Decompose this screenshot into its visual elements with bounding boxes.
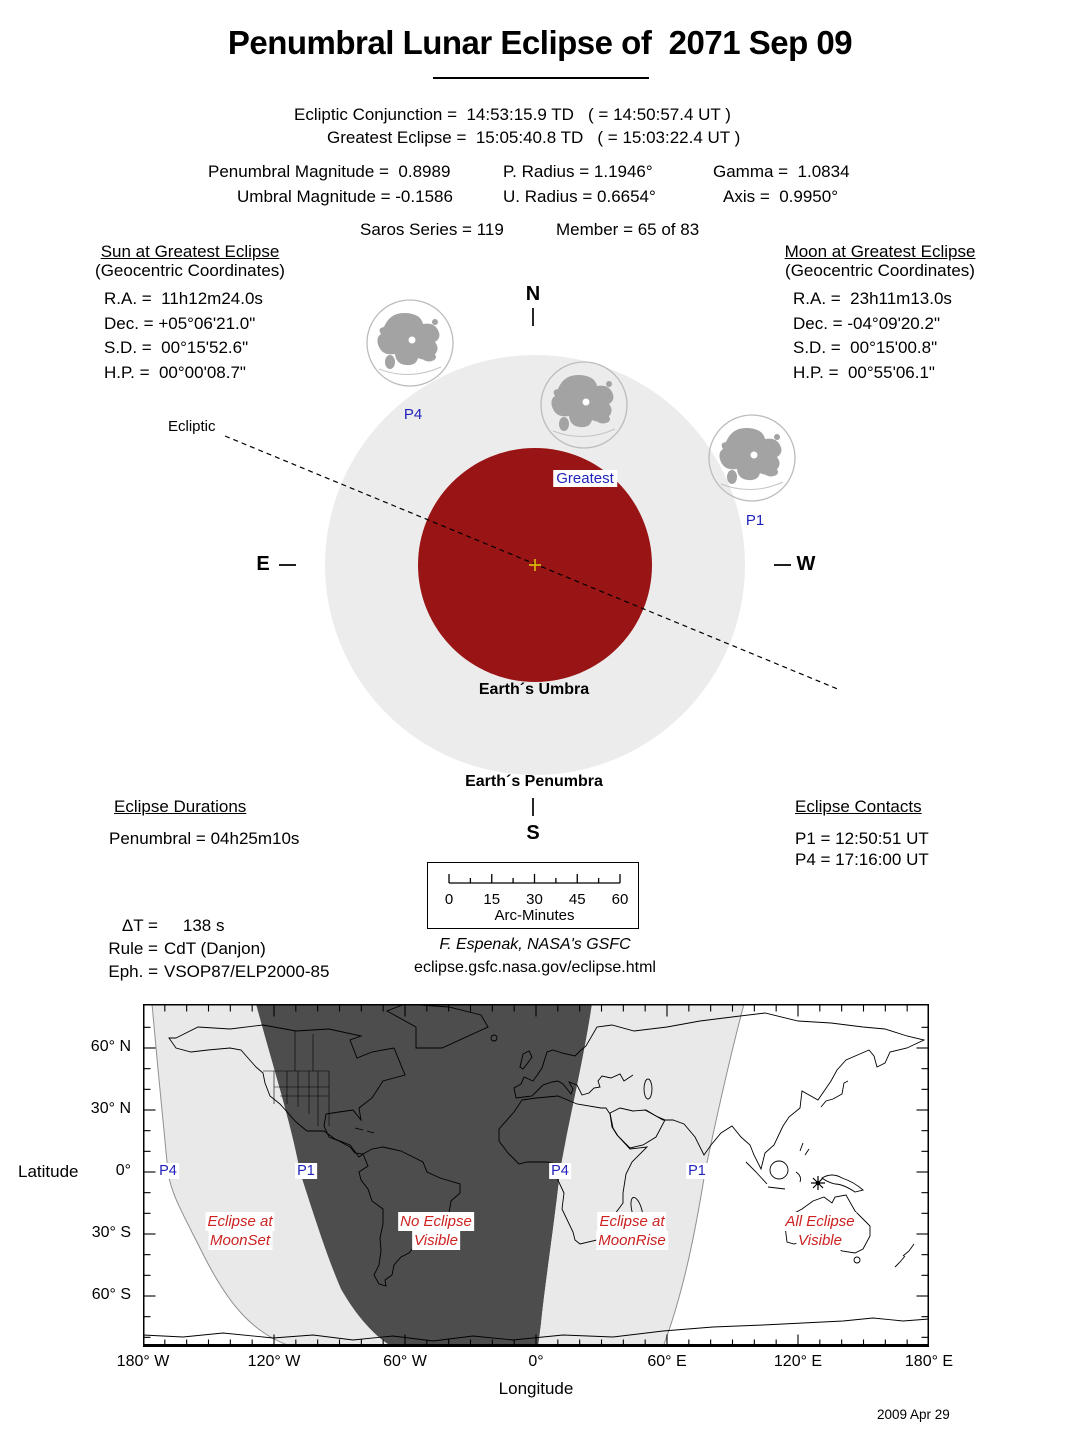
saros-series: Saros Series = 119 [360,220,504,239]
lon-tick-120e: 120° E [773,1353,823,1370]
map-y-axis-title: Latitude [18,1162,79,1181]
lon-tick-60w: 60° W [383,1353,427,1370]
lat-tick-30s: 30° S [91,1224,131,1241]
moon-disk-icon-p1 [709,415,795,501]
delta-t-label: ΔT = [121,916,158,935]
page-title: Penumbral Lunar Eclipse of 2071 Sep 09 [227,24,853,61]
eph-label: Eph. = [108,962,158,981]
ruler-tick-0: 0 [444,891,454,908]
map-p4-east-label: P4 [551,1163,569,1179]
ruler-units-label: Arc-Minutes [494,907,575,924]
sun-hp: H.P. = 00°00'08.7" [104,362,246,382]
sun-dec: Dec. = +05°06'21.0" [104,313,256,333]
sun-block-title: Sun at Greatest Eclipse [100,242,280,261]
lon-tick-180w: 180° W [116,1353,170,1370]
ecliptic-label: Ecliptic [168,418,216,435]
moon-hp: H.P. = 00°55'06.1" [793,362,935,382]
sun-block-subtitle: (Geocentric Coordinates) [95,261,285,280]
moon-ra: R.A. = 23h11m13.0s [793,289,952,308]
durations-title: Eclipse Durations [114,797,247,816]
credit-url: eclipse.gsfc.nasa.gov/eclipse.html [414,959,656,976]
eph-value: VSOP87/ELP2000-85 [164,962,330,981]
moon-block-subtitle: (Geocentric Coordinates) [785,261,975,280]
gamma: Gamma = 1.0834 [713,162,850,181]
moon-block-title: Moon at Greatest Eclipse [784,242,976,261]
lat-tick-60s: 60° S [91,1286,131,1303]
ruler-ticks [449,874,620,883]
contacts-title: Eclipse Contacts [795,797,922,816]
greatest-label: Greatest [553,470,617,487]
lat-tick-30n: 30° N [90,1100,131,1117]
sun-sd: S.D. = 00°15'52.6" [104,338,249,357]
moon-disk-icon-p4 [367,300,453,386]
penumbral-duration: Penumbral = 04h25m10s [109,829,300,848]
moon-sd: S.D. = 00°15'00.8" [793,338,938,357]
ruler-tick-60: 60 [611,891,629,908]
region-label-no-eclipse: No Eclipse Visible [400,1213,472,1249]
penumbra-label: Earth´s Penumbra [465,773,603,790]
map-p1-west-label: P1 [297,1163,315,1179]
axis: Axis = 0.9950° [723,187,839,206]
region-label-moonrise: Eclipse at MoonRise [598,1213,666,1249]
credit-author: F. Espenak, NASA's GSFC [439,936,631,953]
lon-tick-180e: 180° E [904,1353,954,1370]
rule-label: Rule = [108,939,158,958]
region-label-all-visible: All Eclipse Visible [785,1213,855,1249]
sun-ra: R.A. = 11h12m24.0s [104,289,263,308]
ruler-tick-30: 30 [526,891,543,908]
contact-p1-time: P1 = 12:50:51 UT [795,829,929,848]
p1-contact-label: P1 [745,512,765,529]
map-x-axis-title: Longitude [498,1379,574,1398]
map-p4-west-label: P4 [159,1163,177,1179]
sub-lunar-point-star-icon [811,1176,825,1190]
compass-south-label: S [526,822,540,844]
penumbral-magnitude: Penumbral Magnitude = 0.8989 [208,162,451,181]
ephemeris-params [96,916,329,985]
ecliptic-conjunction-line: Ecliptic Conjunction = 14:53:15.9 TD ( = 14:50:57.4 UT ) [294,105,731,124]
arcminute-ruler [428,863,638,928]
p-radius: P. Radius = 1.1946° [503,162,653,181]
map-p1-east-label: P1 [688,1163,706,1179]
arcminute-scale-box [427,862,639,929]
rule-value: CdT (Danjon) [164,939,266,958]
umbra-label: Earth´s Umbra [478,681,590,698]
p4-contact-label: P4 [403,406,423,423]
moon-dec: Dec. = -04°09'20.2" [793,313,940,333]
revision-date: 2009 Apr 29 [877,1407,950,1422]
saros-member: Member = 65 of 83 [556,220,700,239]
lon-tick-0: 0° [528,1353,544,1370]
u-radius: U. Radius = 0.6654° [503,187,656,206]
contact-p4-time: P4 = 17:16:00 UT [795,850,929,869]
greatest-eclipse-line: Greatest Eclipse = 15:05:40.8 TD ( = 15:03:22.4 UT ) [327,128,741,147]
compass-west-label: W [796,553,816,575]
compass-east-label: E [256,553,270,575]
region-label-moonset: Eclipse at MoonSet [207,1213,273,1249]
ruler-tick-45: 45 [568,891,586,908]
umbral-magnitude: Umbral Magnitude = -0.1586 [237,187,453,206]
ruler-tick-15: 15 [483,891,501,908]
lat-tick-60n: 60° N [90,1038,131,1055]
visibility-map [143,1004,929,1347]
lat-tick-0: 0° [115,1162,131,1179]
delta-t-value: 138 s [164,916,225,935]
lon-tick-60e: 60° E [647,1353,687,1370]
compass-north-label: N [525,283,541,305]
lon-tick-120w: 120° W [247,1353,301,1370]
